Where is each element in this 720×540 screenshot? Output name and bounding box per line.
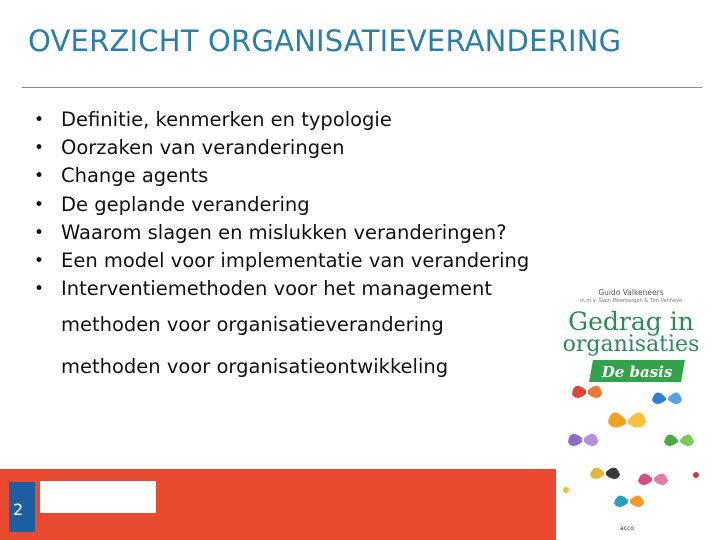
book-author: Guido Valkeneers [598, 288, 664, 297]
bullet-text: Definitie, kenmerken en typologie [61, 108, 392, 131]
bullet-list [30, 106, 529, 303]
bullet-text: Change agents [61, 164, 209, 188]
dot-icon [563, 487, 569, 493]
slide-title: OVERZICHT ORGANISATIEVERANDERING [28, 24, 622, 58]
book-title-line1: Gedrag in [568, 307, 694, 336]
bullet-dot: • [33, 138, 45, 159]
bullet-item [30, 219, 529, 247]
book-coauthors: m.m.v. Sven Meerbergen & Tim Vanhove [579, 298, 683, 304]
ladybug-icon [693, 472, 699, 478]
bullet-text: Waarom slagen en mislukken veranderingen? [61, 220, 507, 244]
bullet-dot: • [33, 166, 45, 187]
bullet-text: De geplande verandering [61, 192, 310, 216]
sub-item-organisatieverandering: methoden voor organisatieverandering [61, 313, 444, 336]
bullet-text: Oorzaken van veranderingen [61, 136, 345, 160]
bullet-dot: • [33, 250, 45, 271]
bullet-item [30, 106, 529, 134]
bullet-text: Interventiemethoden voor het management [61, 277, 493, 301]
bullet-dot: • [33, 279, 45, 300]
book-title-line2: organisaties [562, 332, 700, 357]
book-banner-text: De basis [601, 363, 673, 381]
bullet-dot: • [33, 110, 45, 130]
footer-white-box [40, 481, 156, 513]
butterfly-icon [568, 434, 598, 446]
butterfly-icon [664, 434, 694, 446]
butterfly-icon [572, 386, 602, 398]
bullet-item [30, 275, 529, 303]
butterfly-icon [608, 412, 646, 427]
sub-item-organisatieontwikkeling: methoden voor organisatieontwikkeling [61, 355, 449, 378]
butterfly-icon [590, 468, 620, 479]
butterfly-icon [638, 474, 668, 485]
title-divider [22, 87, 702, 88]
page-number: 2 [13, 500, 24, 519]
book-cover-image [556, 280, 706, 540]
butterflies-illustration [556, 380, 706, 530]
bullet-item [30, 191, 529, 219]
bullet-dot: • [33, 194, 45, 215]
bullet-dot: • [33, 222, 45, 243]
book-publisher: acco [620, 525, 634, 532]
bullet-text: Een model voor implementatie van verandering [61, 248, 530, 272]
bullet-item [30, 134, 529, 162]
bullet-item [30, 247, 529, 275]
butterfly-icon [614, 496, 644, 507]
bullet-item [30, 162, 529, 190]
butterfly-icon [652, 392, 682, 404]
